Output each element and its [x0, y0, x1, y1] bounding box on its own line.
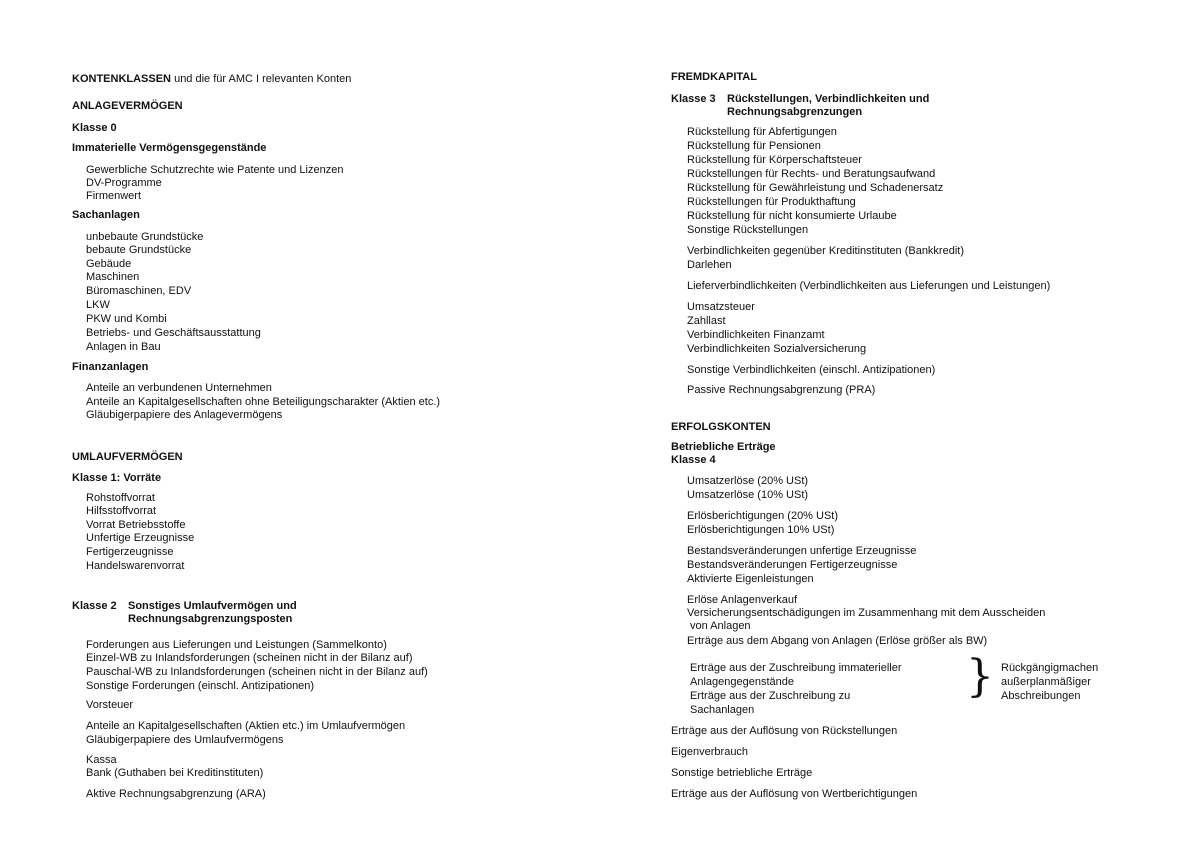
list-item: Erlösberichtigungen 10% USt)	[687, 524, 835, 536]
list-item: Pauschal-WB zu Inlandsforderungen (scheinen nicht in der Bilanz auf)	[86, 666, 428, 678]
list-item: Anlagen in Bau	[86, 341, 161, 353]
list-item: bebaute Grundstücke	[86, 244, 192, 256]
group-heading-betriebliche-ertraege: Betriebliche Erträge	[671, 441, 776, 453]
list-item: Eigenverbrauch	[671, 746, 749, 758]
list-item: Erträge aus der Zuschreibung zu	[690, 690, 851, 702]
list-item: Erträge aus der Auflösung von Rückstellungen	[671, 725, 898, 737]
list-item: Unfertige Erzeugnisse	[86, 532, 195, 544]
list-item: Vorrat Betriebsstoffe	[86, 519, 186, 531]
list-item: PKW und Kombi	[86, 313, 167, 325]
section-heading-fremdkapital: FREMDKAPITAL	[671, 71, 757, 83]
list-item: Zahllast	[687, 315, 726, 327]
list-item: Erlösberichtigungen (20% USt)	[687, 510, 839, 522]
list-item: Erträge aus der Auflösung von Wertberichtigungen	[671, 788, 918, 800]
class-heading-0: Klasse 0	[72, 122, 117, 134]
list-item: von Anlagen	[690, 620, 751, 632]
list-item: Sonstige Rückstellungen	[687, 224, 809, 236]
list-item: Bestandsveränderungen Fertigerzeugnisse	[687, 559, 898, 571]
section-heading-erfolgskonten: ERFOLGSKONTEN	[671, 421, 771, 433]
list-item: Hilfsstoffvorrat	[86, 505, 157, 517]
class-heading-2-line2: Rechnungsabgrenzungsposten	[128, 613, 293, 625]
list-item: Versicherungsentschädigungen im Zusammenhang mit dem Ausscheiden	[687, 607, 1046, 619]
group-heading-sachanlagen: Sachanlagen	[72, 209, 140, 221]
class-heading-1: Klasse 1: Vorräte	[72, 472, 162, 484]
list-item: Forderungen aus Lieferungen und Leistungen (Sammelkonto)	[86, 639, 387, 651]
list-item: Verbindlichkeiten Sozialversicherung	[687, 343, 867, 355]
section-heading-umlaufvermoegen: UMLAUFVERMÖGEN	[72, 451, 183, 463]
list-item: Sachanlagen	[690, 704, 755, 716]
list-item: LKW	[86, 299, 110, 311]
list-item: Erträge aus dem Abgang von Anlagen (Erlöse größer als BW)	[687, 635, 988, 647]
list-item: Anlagengegenstände	[690, 676, 794, 688]
list-item: Maschinen	[86, 271, 140, 283]
list-item: Rückstellung für Körperschaftsteuer	[687, 154, 862, 166]
list-item: Lieferverbindlichkeiten (Verbindlichkeiten aus Lieferungen und Leistungen)	[687, 280, 1051, 292]
brace-note: außerplanmäßiger	[1001, 676, 1091, 688]
group-heading-immateriell: Immaterielle Vermögensgegenstände	[72, 142, 267, 154]
list-item: Sonstige betriebliche Erträge	[671, 767, 813, 779]
list-item: Handelswarenvorrat	[86, 560, 185, 572]
list-item: Rückstellungen für Produkthaftung	[687, 196, 856, 208]
list-item: Anteile an Kapitalgesellschaften (Aktien etc.) im Umlaufvermögen	[86, 720, 406, 732]
list-item: Sonstige Verbindlichkeiten (einschl. Antizipationen)	[687, 364, 936, 376]
list-item: Aktive Rechnungsabgrenzung (ARA)	[86, 788, 266, 800]
list-item: Darlehen	[687, 259, 732, 271]
document-title: KONTENKLASSEN und die für AMC I relevanten Konten	[72, 73, 352, 85]
class-heading-3-line2: Rechnungsabgrenzungen	[727, 106, 863, 118]
list-item: unbebaute Grundstücke	[86, 231, 204, 243]
list-item: Gläubigerpapiere des Umlaufvermögens	[86, 734, 284, 746]
list-item: Verbindlichkeiten gegenüber Kreditinstituten (Bankkredit)	[687, 245, 964, 257]
list-item: Vorsteuer	[86, 699, 134, 711]
list-item: Rückstellung für Pensionen	[687, 140, 821, 152]
class-heading-3-label: Klasse 3	[671, 93, 716, 105]
list-item: Einzel-WB zu Inlandsforderungen (scheinen nicht in der Bilanz auf)	[86, 652, 413, 664]
list-item: Betriebs- und Geschäftsausstattung	[86, 327, 261, 339]
list-item: Sonstige Forderungen (einschl. Antizipationen)	[86, 680, 315, 692]
list-item: Rückstellung für Gewährleistung und Schadenersatz	[687, 182, 944, 194]
list-item: Gebäude	[86, 258, 132, 270]
class-heading-2-line1: Sonstiges Umlaufvermögen und	[128, 600, 297, 612]
list-item: Umsatzerlöse (10% USt)	[687, 489, 809, 501]
list-item: Anteile an Kapitalgesellschaften ohne Beteiligungscharakter (Aktien etc.)	[86, 396, 441, 408]
class-heading-2-label: Klasse 2	[72, 600, 117, 612]
list-item: Bank (Guthaben bei Kreditinstituten)	[86, 767, 264, 779]
list-item: Firmenwert	[86, 190, 142, 202]
class-heading-3-line1: Rückstellungen, Verbindlichkeiten und	[727, 93, 930, 105]
list-item: Erlöse Anlagenverkauf	[687, 594, 798, 606]
list-item: DV-Programme	[86, 177, 162, 189]
list-item: Erträge aus der Zuschreibung immaterieller	[690, 662, 902, 674]
list-item: Rückstellung für Abfertigungen	[687, 126, 837, 138]
list-item: Büromaschinen, EDV	[86, 285, 192, 297]
list-item: Aktivierte Eigenleistungen	[687, 573, 814, 585]
list-item: Umsatzsteuer	[687, 301, 755, 313]
section-heading-anlagevermoegen: ANLAGEVERMÖGEN	[72, 100, 183, 112]
curly-brace-icon: }	[966, 651, 994, 702]
list-item: Rückstellung für nicht konsumierte Urlaube	[687, 210, 897, 222]
list-item: Umsatzerlöse (20% USt)	[687, 475, 809, 487]
list-item: Fertigerzeugnisse	[86, 546, 174, 558]
group-heading-finanzanlagen: Finanzanlagen	[72, 361, 149, 373]
list-item: Bestandsveränderungen unfertige Erzeugnisse	[687, 545, 917, 557]
brace-note: Rückgängigmachen	[1001, 662, 1099, 674]
list-item: Passive Rechnungsabgrenzung (PRA)	[687, 384, 876, 396]
list-item: Rohstoffvorrat	[86, 492, 155, 504]
list-item: Anteile an verbundenen Unternehmen	[86, 382, 272, 394]
list-item: Gläubigerpapiere des Anlagevermögens	[86, 409, 283, 421]
list-item: Verbindlichkeiten Finanzamt	[687, 329, 825, 341]
list-item: Kassa	[86, 754, 117, 766]
class-heading-4: Klasse 4	[671, 454, 716, 466]
list-item: Rückstellungen für Rechts- und Beratungsaufwand	[687, 168, 936, 180]
list-item: Gewerbliche Schutzrechte wie Patente und Lizenzen	[86, 164, 344, 176]
brace-note: Abschreibungen	[1001, 690, 1081, 702]
